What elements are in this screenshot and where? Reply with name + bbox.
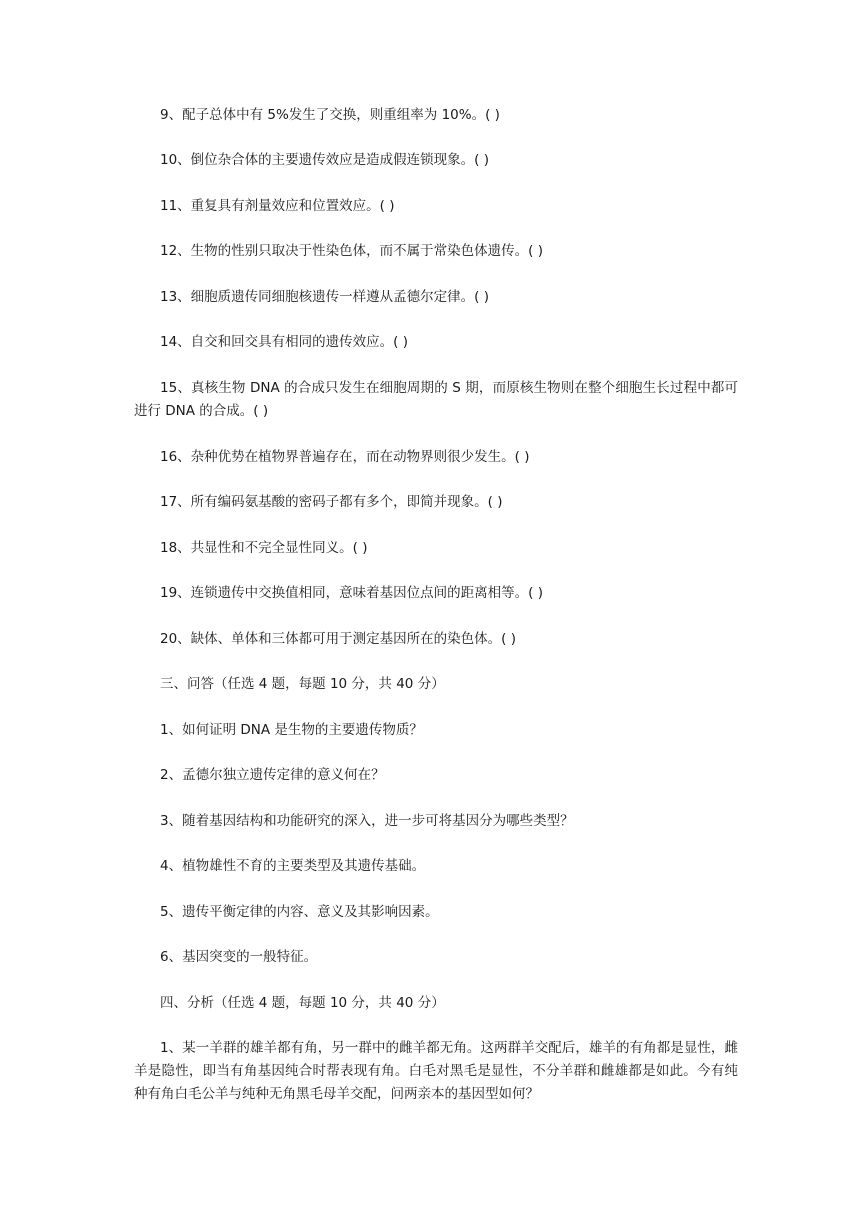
tf-item-13: 13、细胞质遗传同细胞核遗传一样遵从孟德尔定律。( ) [160,289,490,305]
tf-item-20: 20、缺体、单体和三体都可用于测定基因所在的染色体。( ) [160,631,517,647]
qa-question-6: 6、基因突变的一般特征。 [160,949,318,965]
tf-item-16: 16、杂种优势在植物界普遍存在，而在动物界则很少发生。( ) [160,449,530,465]
qa-question-1: 1、如何证明 DNA 是生物的主要遗传物质？ [160,722,423,738]
qa-question-3: 3、随着基因结构和功能研究的深入，进一步可将基因分为哪些类型？ [160,813,574,829]
tf-item-14: 14、自交和回交具有相同的遗传效应。( ) [160,334,409,350]
tf-item-18: 18、共显性和不完全显性同义。( ) [160,540,368,556]
qa-question-2: 2、孟德尔独立遗传定律的意义何在？ [160,767,385,783]
tf-item-12: 12、生物的性别只取决于性染色体，而不属于常染色体遗传。( ) [160,243,544,259]
tf-item-17: 17、所有编码氨基酸的密码子都有多个，即简并现象。( ) [160,494,503,510]
section-heading-qa: 三、问答（任选 4 题，每题 10 分，共 40 分） [160,676,445,692]
qa-question-4: 4、植物雄性不育的主要类型及其遗传基础。 [160,858,426,874]
qa-question-5: 5、遗传平衡定律的内容、意义及其影响因素。 [160,904,439,920]
tf-item-19: 19、连锁遗传中交换值相同，意味着基因位点间的距离相等。( ) [160,585,544,601]
tf-item-9: 9、配子总体中有 5%发生了交换，则重组率为 10%。( ) [160,107,500,123]
tf-item-11: 11、重复具有剂量效应和位置效应。( ) [160,198,395,214]
analysis-question-1: 1、某一羊群的雄羊都有角，另一群中的雌羊都无角。这两群羊交配后，雄羊的有角都是显性，雌羊是隐性，即当有角基因纯合时帮表现有角。白毛对黑毛是显性，不分羊群和雌雄都是如此。今有纯种有角白毛公羊与纯种无角黑毛母羊交配，问两亲本的基因型如何？ [134,1040,738,1102]
tf-item-15: 15、真核生物 DNA 的合成只发生在细胞周期的 S 期，而原核生物则在整个细胞生长过程中都可进行 DNA 的合成。( ) [134,380,738,419]
tf-item-10: 10、倒位杂合体的主要遗传效应是造成假连锁现象。( ) [160,152,490,168]
section-heading-analysis: 四、分析（任选 4 题，每题 10 分，共 40 分） [160,995,445,1011]
